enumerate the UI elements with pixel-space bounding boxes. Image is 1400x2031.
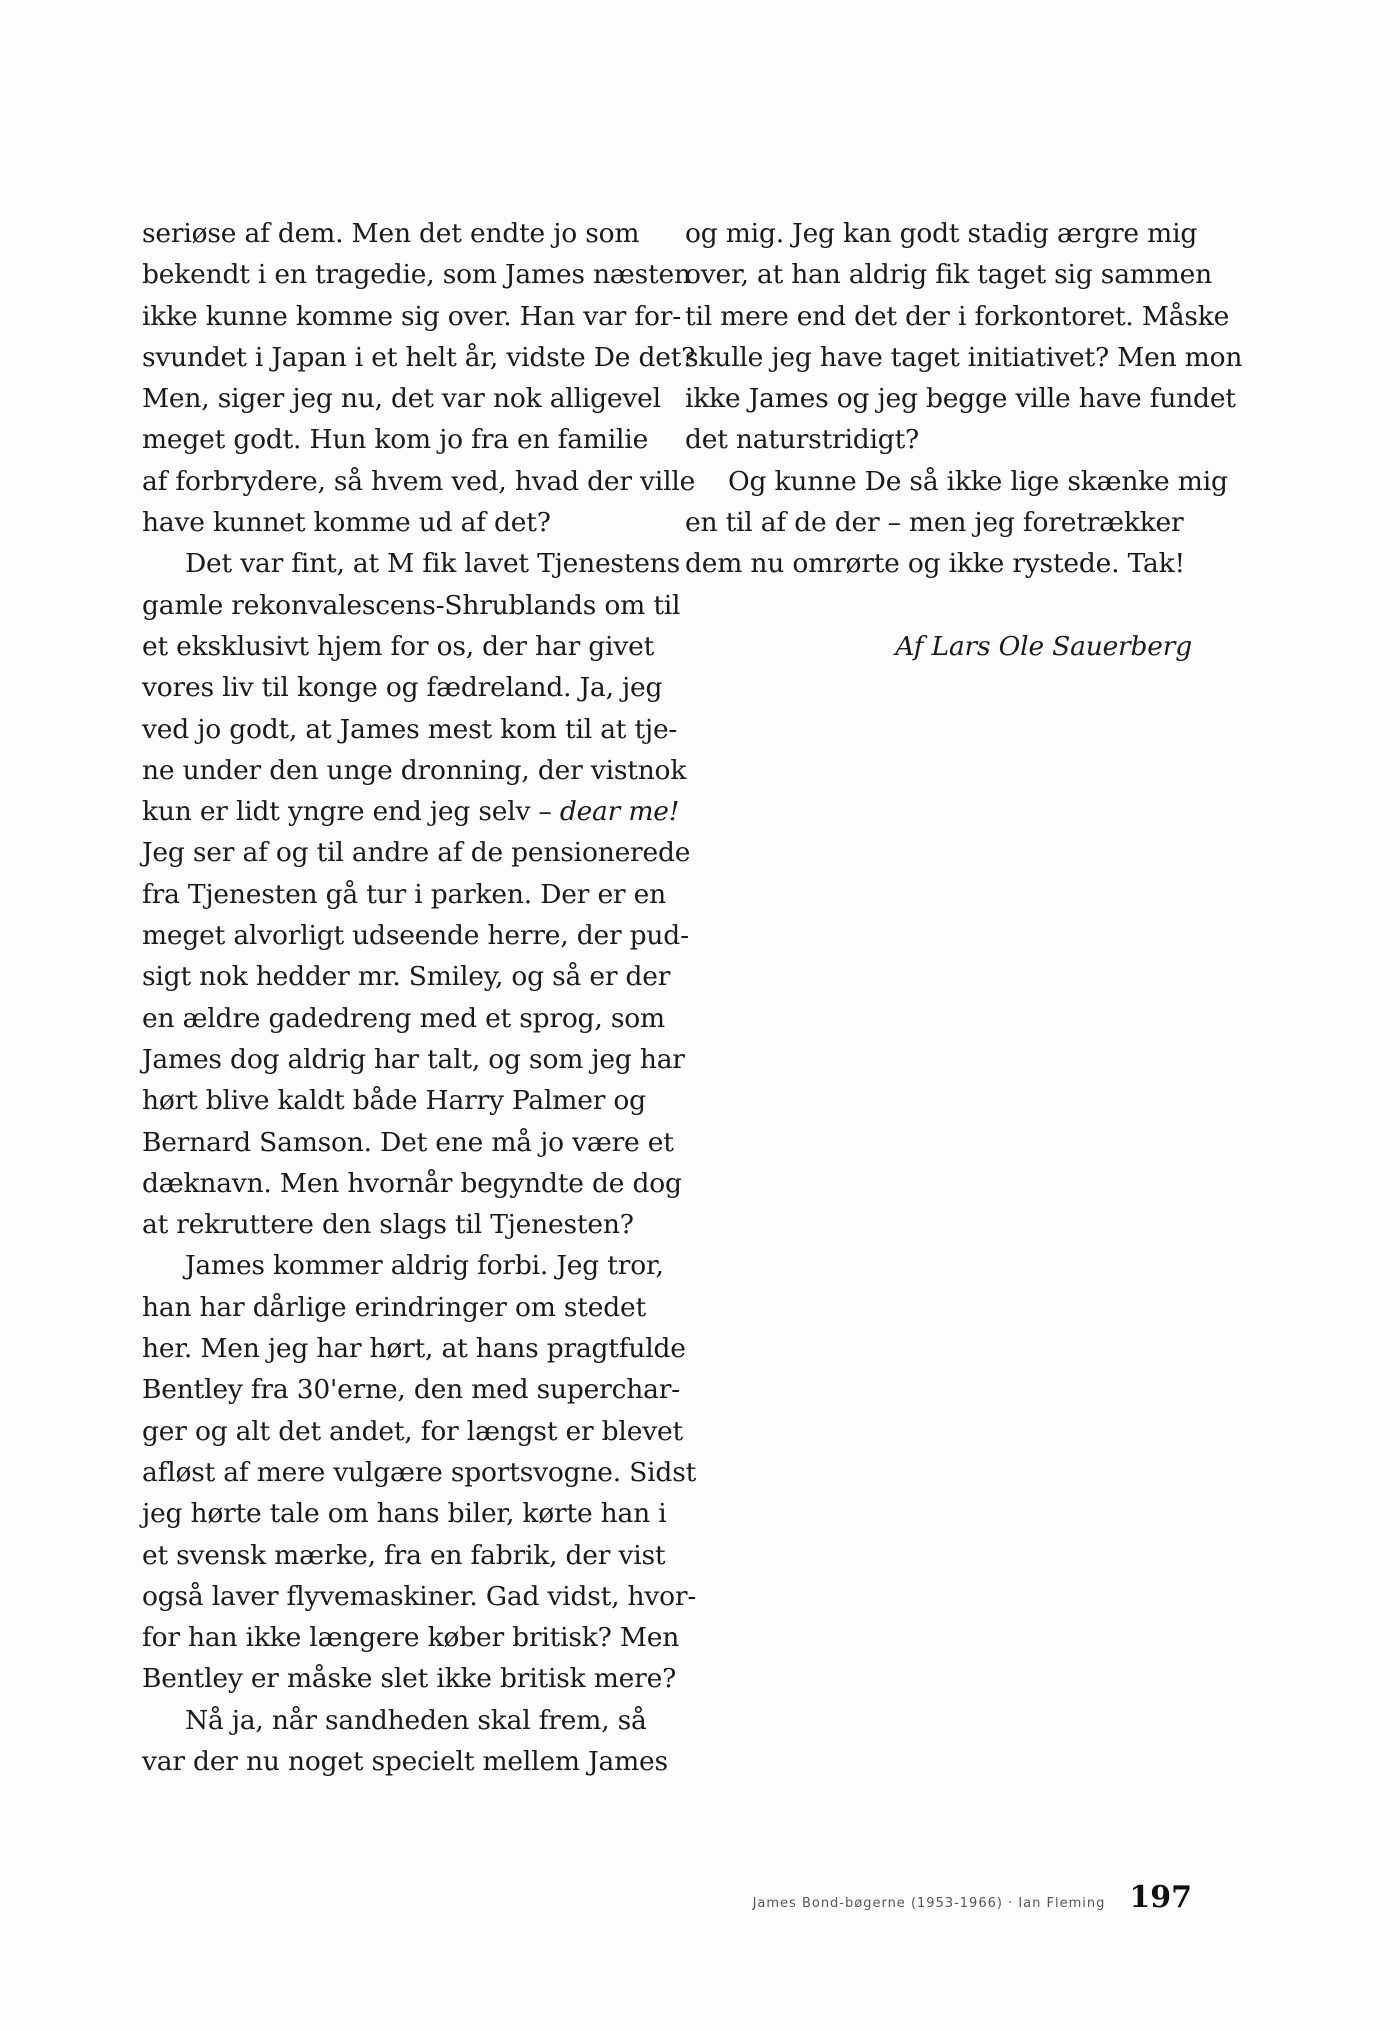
text-line: også laver flyvemaskiner. Gad vidst, hvor-: [142, 1580, 697, 1612]
text-line: at rekruttere den slags til Tjenesten?: [142, 1209, 634, 1241]
running-title: James Bond-bøgerne (1953-1966) · Ian Fleming: [752, 1896, 1106, 1911]
text-line: en ældre gadedreng med et sprog, som: [142, 1002, 665, 1034]
text-line: afløst af mere vulgære sportsvogne. Sidst: [142, 1456, 697, 1488]
text-line: dæknavn. Men hvornår begyndte de dog: [142, 1167, 682, 1199]
text-line: ikke kunne komme sig over. Han var for-: [142, 300, 681, 332]
text-line: vores liv til konge og fædreland. Ja, jeg: [142, 672, 663, 704]
text-line: ger og alt det andet, for længst er blevet: [142, 1415, 683, 1447]
text-line: Bernard Samson. Det ene må jo være et: [142, 1126, 674, 1158]
text-line: meget alvorligt udseende herre, der pud-: [142, 920, 689, 952]
page-number: 197: [1129, 1880, 1192, 1915]
text-line: ved jo godt, at James mest kom til at tje-: [142, 713, 678, 745]
text-line: Bentley fra 30'erne, den med superchar-: [142, 1374, 680, 1406]
text-line: svundet i Japan i et helt år, vidste De det?: [142, 341, 696, 373]
text-line: for han ikke længere køber britisk? Men: [142, 1622, 680, 1654]
text-line: ne under den unge dronning, der vistnok: [142, 754, 687, 786]
text-line: Nå ja, når sandheden skal frem, så: [185, 1704, 647, 1736]
text-line: Og kunne De så ikke lige skænke mig: [728, 465, 1228, 497]
text-line: fra Tjenesten gå tur i parken. Der er en: [142, 878, 666, 910]
author-signature: Af Lars Ole Sauerberg: [895, 630, 1192, 662]
italic-phrase: dear me!: [559, 796, 680, 828]
text-line: til mere end det der i forkontoret. Måske: [685, 300, 1230, 332]
text-line: hørt blive kaldt både Harry Palmer og: [142, 1085, 646, 1117]
text-line: Jeg ser af og til andre af de pensionerede: [142, 837, 691, 869]
text-line: bekendt i en tragedie, som James næsten: [142, 259, 691, 291]
text-line: seriøse af dem. Men det endte jo som: [142, 218, 640, 249]
text-line: her. Men jeg har hørt, at hans pragtfulde: [142, 1333, 686, 1365]
text-line: James dog aldrig har talt, og som jeg har: [142, 1043, 685, 1075]
text-line: [142, 791, 680, 832]
page-footer: [753, 1880, 1192, 1920]
text-line: han har dårlige erindringer om stedet: [142, 1291, 646, 1323]
text-line: et svensk mærke, fra en fabrik, der vist: [142, 1539, 666, 1571]
text-line: dem nu omrørte og ikke rystede. Tak!: [685, 548, 1185, 580]
text-line: var der nu noget specielt mellem James: [142, 1745, 668, 1777]
text-line: Men, siger jeg nu, det var nok alligevel: [142, 383, 661, 415]
text-line: Det var fint, at M fik lavet Tjenestens: [185, 548, 681, 580]
left-column: [142, 213, 697, 1782]
text-line: et eksklusivt hjem for os, der har givet: [142, 630, 655, 662]
text-line: James kommer aldrig forbi. Jeg tror,: [185, 1250, 664, 1282]
text-line: sigt nok hedder mr. Smiley, og så er der: [142, 961, 671, 993]
text-line: jeg hørte tale om hans biler, kørte han i: [142, 1498, 667, 1530]
text-line: og mig. Jeg kan godt stadig ærgre mig: [685, 218, 1198, 249]
right-column: [685, 213, 1243, 667]
text-span: kun er lidt yngre end jeg selv –: [142, 796, 560, 828]
text-line: skulle jeg have taget initiativet? Men mon: [685, 341, 1243, 373]
text-line: Bentley er måske slet ikke britisk mere?: [142, 1663, 677, 1695]
text-line: have kunnet komme ud af det?: [142, 507, 551, 539]
text-line: meget godt. Hun kom jo fra en familie: [142, 424, 649, 456]
text-line: over, at han aldrig fik taget sig sammen: [685, 259, 1213, 291]
text-line: af forbrydere, så hvem ved, hvad der ville: [142, 465, 696, 497]
text-line: gamle rekonvalescens-Shrublands om til: [142, 589, 681, 621]
text-line: en til af de der – men jeg foretrækker: [685, 507, 1184, 539]
text-line: det naturstridigt?: [685, 424, 920, 456]
text-line: ikke James og jeg begge ville have fundet: [685, 383, 1236, 415]
